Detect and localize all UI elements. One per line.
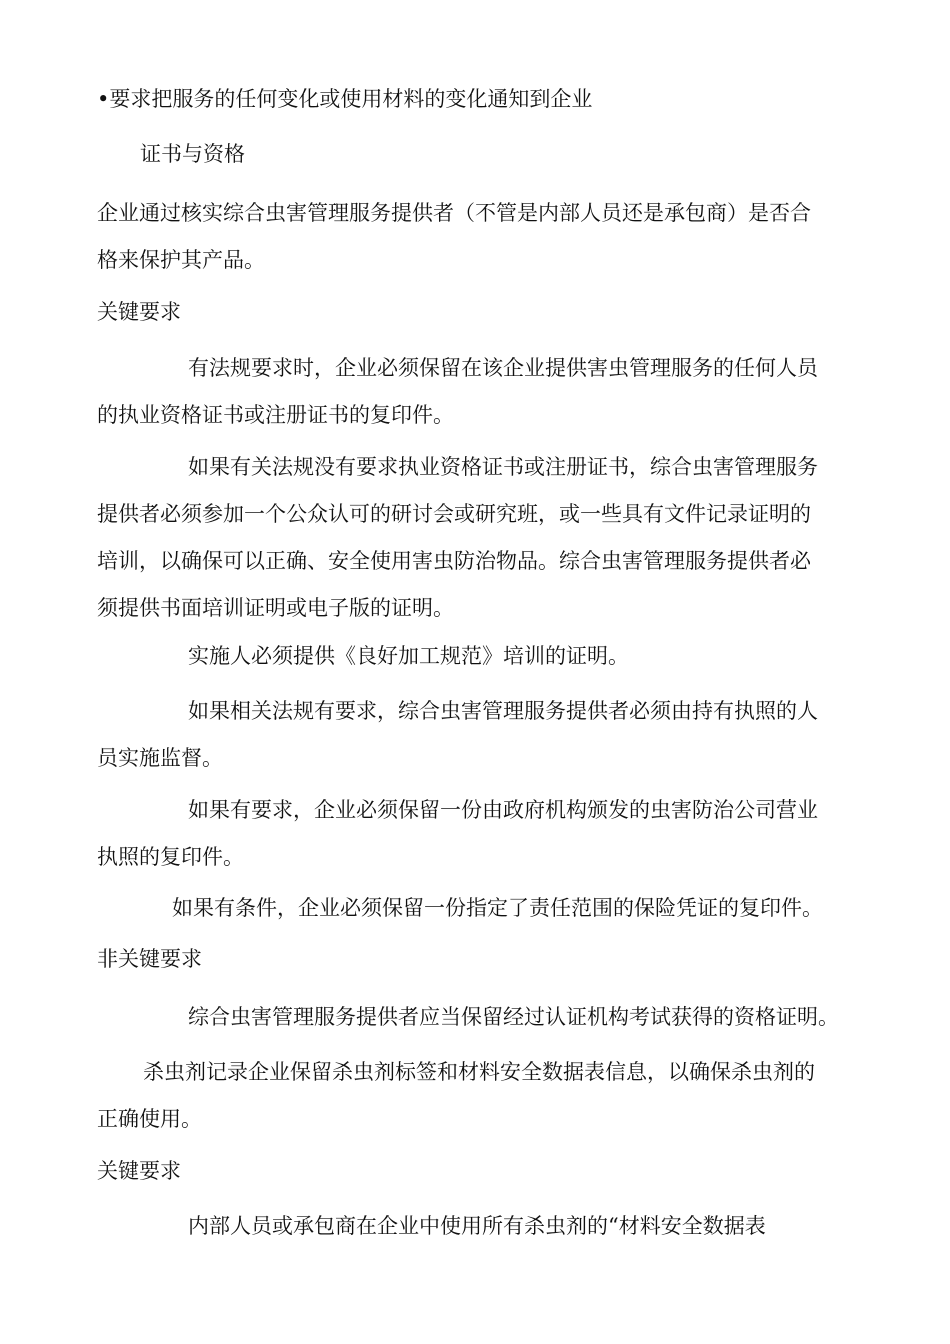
- text-line: 企业通过核实综合虫害管理服务提供者（不管是内部人员还是承包商）是否合: [97, 201, 811, 225]
- text-line: 综合虫害管理服务提供者应当保留经过认证机构考试获得的资格证明。: [188, 1005, 839, 1029]
- text-line: 的执业资格证书或注册证书的复印件。: [97, 403, 454, 427]
- paragraph-training: [97, 444, 867, 632]
- text-line: 培训，以确保可以正确、安全使用害虫防治物品。综合虫害管理服务提供者必: [97, 549, 811, 573]
- key-requirements-heading-2: 关键要求: [97, 1159, 181, 1183]
- paragraph-insurance: [97, 885, 867, 932]
- key-requirements-heading: 关键要求: [97, 300, 181, 324]
- text-line: 提供者必须参加一个公众认可的研讨会或研究班，或一些具有文件记录证明的: [97, 502, 811, 526]
- text-line: 如果有关法规没有要求执业资格证书或注册证书，综合虫害管理服务: [188, 455, 818, 479]
- text-line: 内部人员或承包商在企业中使用所有杀虫剂的“材料安全数据表: [188, 1214, 766, 1238]
- paragraph-qualification: [97, 994, 867, 1041]
- text-line: 正确使用。: [97, 1107, 202, 1131]
- text-line: 有法规要求时，企业必须保留在该企业提供害虫管理服务的任何人员: [188, 356, 818, 380]
- text-line: 如果相关法规有要求，综合虫害管理服务提供者必须由持有执照的人: [188, 699, 818, 723]
- paragraph-license-copy: [97, 345, 867, 439]
- intro-paragraph: [97, 190, 867, 284]
- text-line: 如果有条件，企业必须保留一份指定了责任范围的保险凭证的复印件。: [172, 896, 823, 920]
- paragraph-msds: [97, 1203, 867, 1250]
- text-line: 杀虫剂记录企业保留杀虫剂标签和材料安全数据表信息，以确保杀虫剂的: [143, 1060, 815, 1084]
- text-line: 如果有要求，企业必须保留一份由政府机构颁发的虫害防治公司营业: [188, 798, 818, 822]
- text-line: 格来保护其产品。: [97, 248, 265, 272]
- paragraph-gmp: [97, 633, 867, 680]
- text-line: 执照的复印件。: [97, 845, 244, 869]
- paragraph-pesticide-records: [97, 1049, 867, 1143]
- bullet-line: •要求把服务的任何变化或使用材料的变化通知到企业: [97, 87, 593, 111]
- paragraph-supervision: [97, 688, 867, 782]
- non-key-requirements-heading: 非关键要求: [97, 947, 202, 971]
- text-line: 实施人必须提供《良好加工规范》培训的证明。: [188, 644, 629, 668]
- paragraph-business-license: [97, 787, 867, 881]
- text-line: 员实施监督。: [97, 746, 223, 770]
- text-line: 须提供书面培训证明或电子版的证明。: [97, 596, 454, 620]
- section-heading-certificates: 证书与资格: [140, 142, 245, 166]
